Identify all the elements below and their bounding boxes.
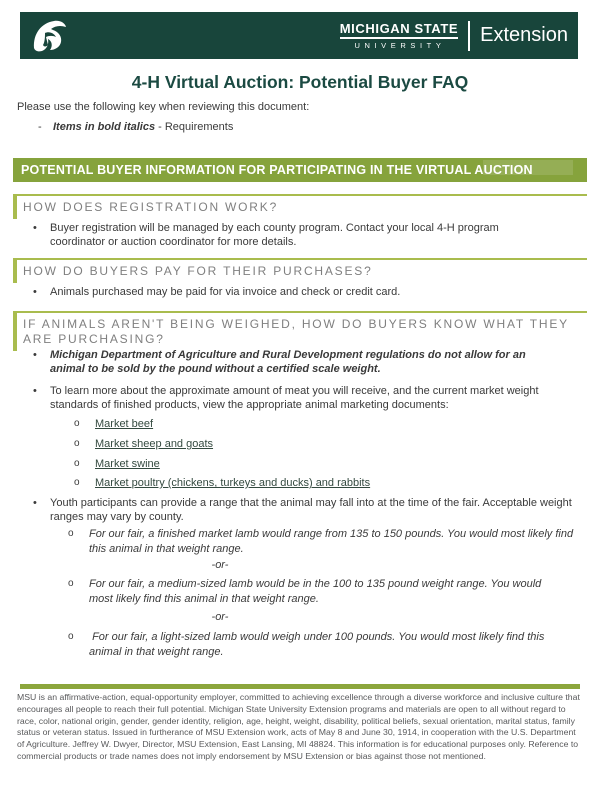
bullet-icon: • — [33, 349, 37, 361]
bullet-item — [33, 496, 587, 524]
bullet-text: To learn more about the approximate amount of meat you will receive, and the current market weight standards of finished products, view the appropriate animal marketing documents: — [50, 385, 539, 411]
banner-label: POTENTIAL BUYER INFORMATION FOR PARTICIPATING IN THE VIRTUAL AUCTION — [21, 163, 533, 177]
example-text: For our fair, a light-sized lamb would weigh under 100 pounds. You would most likely find this animal in that weight range. — [89, 631, 548, 658]
section-heading-payment: HOW DO BUYERS PAY FOR THEIR PURCHASES? — [13, 258, 587, 283]
market-sheep-goats-link[interactable]: Market sheep and goats — [95, 438, 214, 450]
wordmark-top: MICHIGAN STATE — [340, 21, 458, 39]
banner-highlight — [483, 160, 573, 175]
circle-bullet-icon: o — [74, 438, 80, 449]
or-separator: -or- — [211, 559, 229, 571]
bullet-item — [33, 384, 587, 412]
msu-header-bar — [20, 12, 578, 59]
key-term: Items in bold italics — [53, 121, 156, 133]
example-item — [68, 577, 559, 606]
key-legend-item — [38, 121, 233, 133]
circle-bullet-icon: o — [68, 578, 74, 589]
requirement-text: Michigan Department of Agriculture and Rural Development regulations do not allow for an animal to be sold by the pound without a certified scale weight. — [50, 349, 526, 375]
wordmark-divider — [468, 21, 470, 51]
key-description: - Requirements — [155, 121, 234, 133]
msu-spartan-helmet-icon — [27, 15, 69, 57]
example-item — [68, 630, 569, 659]
msu-wordmark-group — [340, 21, 578, 51]
circle-bullet-icon: o — [68, 528, 74, 539]
circle-bullet-icon: o — [74, 477, 80, 488]
market-swine-link[interactable]: Market swine — [95, 458, 160, 470]
bullet-item — [33, 285, 570, 299]
market-poultry-rabbits-link[interactable]: Market poultry (chickens, turkeys and ducks) and rabbits — [95, 477, 371, 489]
or-separator: -or- — [211, 611, 229, 623]
market-beef-link[interactable]: Market beef — [95, 418, 154, 430]
bullet-icon: • — [33, 385, 37, 397]
requirement-bullet-item — [33, 348, 555, 376]
example-item — [68, 527, 581, 556]
bullet-icon: • — [33, 222, 37, 234]
wordmark-bottom: UNIVERSITY — [354, 41, 446, 50]
example-text: For our fair, a medium-sized lamb would be in the 100 to 135 pound weight range. You would most likely find this animal in that weight range. — [89, 578, 542, 605]
example-text: For our fair, a finished market lamb would range from 135 to 150 pounds. You would most likely find this animal in that weight range. — [89, 528, 574, 555]
msu-wordmark — [340, 21, 458, 50]
section-banner — [13, 158, 587, 182]
intro-lead-text: Please use the following key when reviewing this document: — [17, 101, 310, 113]
section-heading-registration: HOW DOES REGISTRATION WORK? — [13, 194, 587, 219]
key-dash: - — [38, 121, 42, 133]
list-item — [74, 457, 160, 471]
circle-bullet-icon: o — [68, 631, 74, 642]
bullet-text: Animals purchased may be paid for via invoice and check or credit card. — [50, 286, 401, 298]
bullet-icon: • — [33, 286, 37, 298]
footer-rule — [20, 684, 580, 689]
bullet-text: Youth participants can provide a range that the animal may fall into at the time of the fair. Acceptable weight ranges may vary by county. — [50, 497, 572, 523]
section-heading-weighing: IF ANIMALS AREN'T BEING WEIGHED, HOW DO BUYERS KNOW WHAT THEY ARE PURCHASING? — [13, 311, 587, 351]
circle-bullet-icon: o — [74, 418, 80, 429]
bullet-icon: • — [33, 497, 37, 509]
list-item — [74, 437, 213, 451]
list-item — [74, 417, 153, 431]
extension-brand-label: Extension — [480, 24, 568, 46]
footer-legal-text: MSU is an affirmative-action, equal-opportunity employer, committed to achieving excellence through a diverse workforce and inclusive culture that encourages all people to reach their full potential. Michigan State University Extension programs and materials are open to all without regard to race, color, national origin, gender, gender identity, religion, age, height, weight, disability, political beliefs, sexual orientation, marital status, family status or veteran status. Issued in furtherance of MSU Extension work, acts of May 8 and June 30, 1914, in cooperation with the U.S. Department of Agriculture. Jeffrey W. Dwyer, Director, MSU Extension, East Lansing, MI 48824. This information is for educational purposes only. Reference to commercial products or trade names does not imply endorsement by MSU Extension or bias against those not mentioned. — [17, 692, 580, 761]
circle-bullet-icon: o — [74, 458, 80, 469]
page-title: 4-H Virtual Auction: Potential Buyer FAQ — [131, 72, 469, 92]
bullet-text: Buyer registration will be managed by each county program. Contact your local 4-H program coordinator or auction coordinator for more details. — [50, 222, 499, 248]
list-item — [74, 476, 370, 490]
bullet-item — [33, 221, 550, 249]
